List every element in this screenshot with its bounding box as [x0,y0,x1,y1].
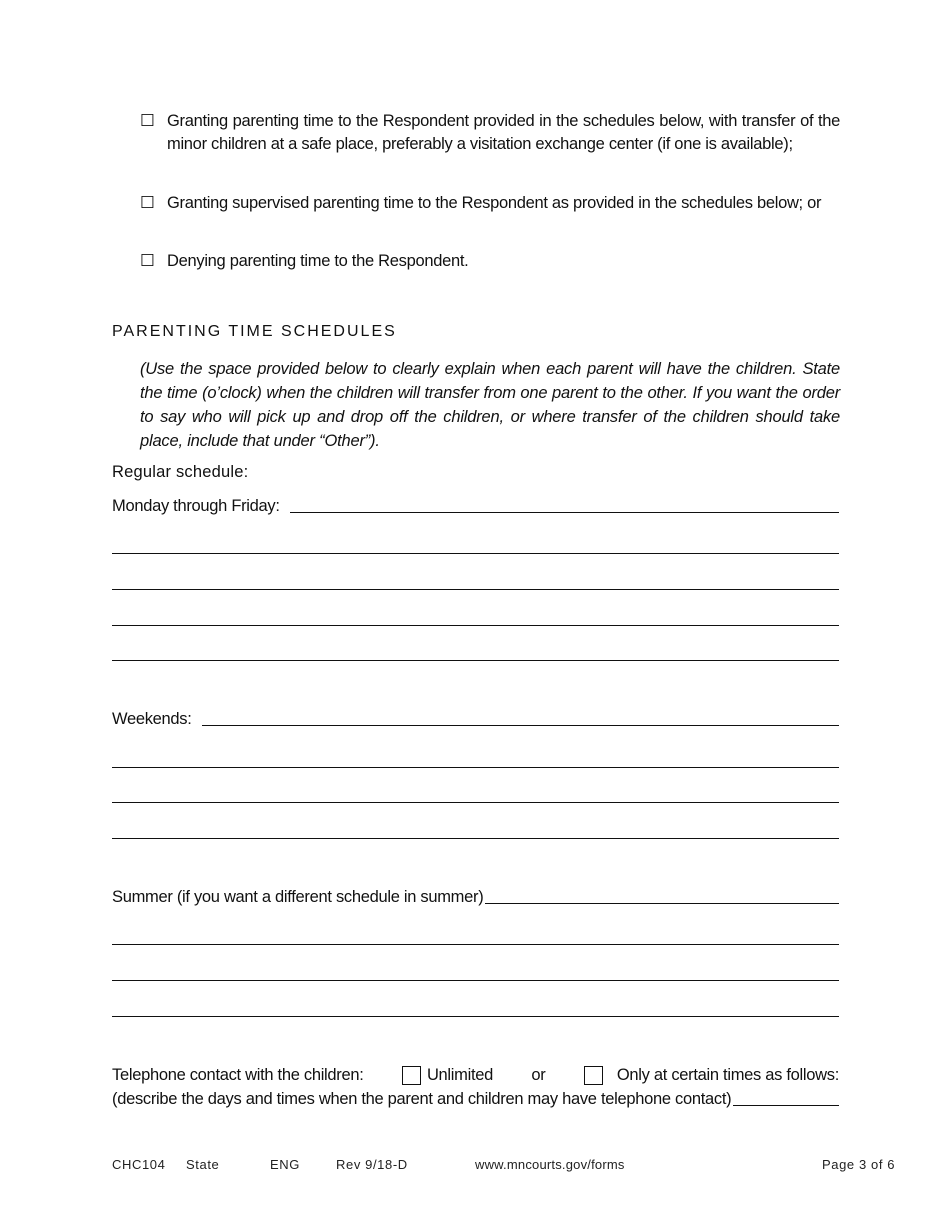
weekday-line-2[interactable] [112,553,839,554]
weekend-line-3[interactable] [112,802,839,803]
certain-times-checkbox[interactable] [584,1066,603,1085]
weekday-field[interactable] [112,497,839,516]
summer-line-3[interactable] [112,980,839,981]
footer-state: State [186,1157,220,1172]
checkbox-icon[interactable]: ☐ [140,112,155,130]
option-text: Granting parenting time to the Respondent provided in the schedules below, with transfer of the minor children at a safe place, preferably a visitation exchange center (if one is available); [167,112,840,153]
weekday-line[interactable] [290,511,839,513]
weekend-line[interactable] [202,724,839,726]
weekend-line-4[interactable] [112,838,839,839]
unlimited-checkbox[interactable] [402,1066,421,1085]
telephone-describe-line[interactable] [733,1105,839,1106]
certain-times-option[interactable] [584,1066,839,1085]
checkbox-icon[interactable]: ☐ [140,194,155,212]
or-text: or [531,1066,546,1085]
certain-times-label: Only at certain times as follows: [616,1066,839,1084]
option-text: Granting supervised parenting time to the Respondent as provided in the schedules below; or [167,194,822,212]
option-text: Denying parenting time to the Respondent. [167,252,469,270]
footer-form-code: CHC104 [112,1157,166,1172]
footer-language: ENG [270,1157,300,1172]
weekday-line-4[interactable] [112,625,839,626]
summer-line[interactable] [485,902,839,904]
instructions: (Use the space provided below to clearly explain when each parent will have the children. State the time (o’clock) when the children will transfer from one parent to the other. If you want the order to say who will pick up and drop off the children, or where transfer of the children should take place, include that under “Other”). [140,360,840,450]
footer-url[interactable]: www.mncourts.gov/forms [475,1157,625,1172]
weekend-line-2[interactable] [112,767,839,768]
option-denying-parenting-time[interactable] [140,250,840,273]
option-granting-parenting-time[interactable] [140,110,840,156]
option-supervised-parenting-time[interactable] [140,192,840,215]
weekend-label: Weekends: [112,710,192,728]
telephone-label: Telephone contact with the children: [112,1066,364,1085]
unlimited-option[interactable] [402,1066,493,1085]
summer-line-4[interactable] [112,1016,839,1017]
telephone-describe-row[interactable] [112,1090,839,1109]
footer-page-number: Page 3 of 6 [822,1157,896,1172]
summer-field[interactable] [112,888,839,907]
telephone-contact-row [112,1066,839,1085]
weekend-field[interactable] [112,710,839,729]
weekday-line-3[interactable] [112,589,839,590]
unlimited-label: Unlimited [426,1066,494,1084]
regular-schedule-label: Regular schedule: [112,463,249,481]
weekday-line-5[interactable] [112,660,839,661]
footer-revision: Rev 9/18-D [336,1157,408,1172]
checkbox-icon[interactable]: ☐ [140,252,155,270]
weekday-label: Monday through Friday: [112,497,280,515]
telephone-describe-label: (describe the days and times when the parent and children may have telephone contact) [112,1090,732,1108]
summer-line-2[interactable] [112,944,839,945]
summer-label: Summer (if you want a different schedule in summer) [112,888,484,906]
section-title: PARENTING TIME SCHEDULES [112,323,397,340]
